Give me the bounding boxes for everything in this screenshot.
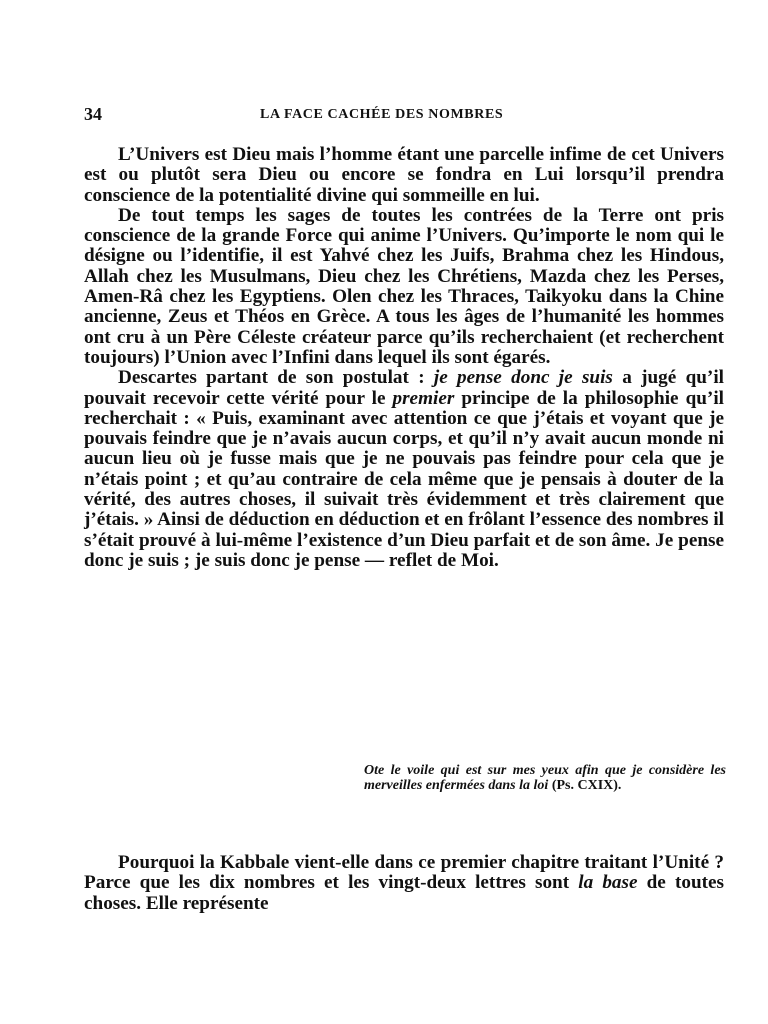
paragraph-3 [84,368,724,571]
paragraph-1: L’Univers est Dieu mais l’homme étant une parcelle infime de cet Univers est ou plutôt sera Dieu ou encore se fondra en Lui lorsqu’il prendra conscience de la potentialité divine qui sommeille en lui. [84,144,724,206]
page-number: 34 [84,104,102,124]
paragraph-3-part-a: Descartes partant de son postulat : [118,367,434,389]
paragraph-4 [84,853,724,914]
epigraph-text: Ote le voile qui est sur mes yeux afin que je considère les merveilles enfermées dans la loi [364,763,726,794]
page-header [84,104,726,128]
paragraph-3-part-c: principe de la philosophie qu’il recherchait : « Puis, examinant avec attention ce que j’étais et voyant que je pouvais feindre que je n’avais aucun corps, et qu’il n’y avait aucun monde ni aucun lieu où je fusse mais que je ne pouvais pas feindre pour cela que je n’étais point ; et qu’au contraire de cela même que je pensais à douter de la vérité, des autres choses, il suivait très évidemment et très clairement que j’étais. » Ainsi de déduction en déduction et en frôlant l’essence des nombres il s’était prouvé à lui-même l’existence d’un Dieu parfait et de son âme. Je pense donc je suis ; je suis donc je pense — reflet de Moi. [84,387,724,571]
paragraph-4-part-b: de toutes choses. Elle représente [84,872,724,914]
paragraph-3-emphasis-1: je pense donc je suis [433,367,613,389]
running-title: LA FACE CACHÉE DES NOMBRES [260,107,504,122]
epigraph-quote [364,763,726,793]
epigraph-reference: (Ps. CXIX). [548,778,622,794]
main-text [84,145,724,571]
paragraph-4-part-a: Pourquoi la Kabbale vient-elle dans ce premier chapitre traitant l’Unité ? Parce que les dix nombres et les vingt-deux lettres sont [84,852,724,894]
paragraph-2: De tout temps les sages de toutes les contrées de la Terre ont pris conscience de la grande Force qui anime l’Univers. Qu’importe le nom qui le désigne ou l’identifie, il est Yahvé chez les Juifs, Brahma chez les Hindous, Allah chez les Musulmans, Dieu chez les Chrétiens, Mazda chez les Perses, Amen-Râ chez les Egyptiens. Olen chez les Thraces, Taikyoku dans la Chine ancienne, Zeus et Théos en Grèce. A tous les âges de l’humanité les hommes ont cru à un Père Céleste créateur parce qu’ils recherchaient (et recherchent toujours) l’Union avec l’Infini dans lequel ils sont égarés. [84,204,724,368]
paragraph-3-emphasis-2: premier [392,387,455,409]
closing-text [84,853,724,914]
paragraph-4-emphasis: la base [578,872,638,894]
paragraph-3-part-b: a jugé qu’il pouvait recevoir cette vérité pour le [84,367,724,409]
